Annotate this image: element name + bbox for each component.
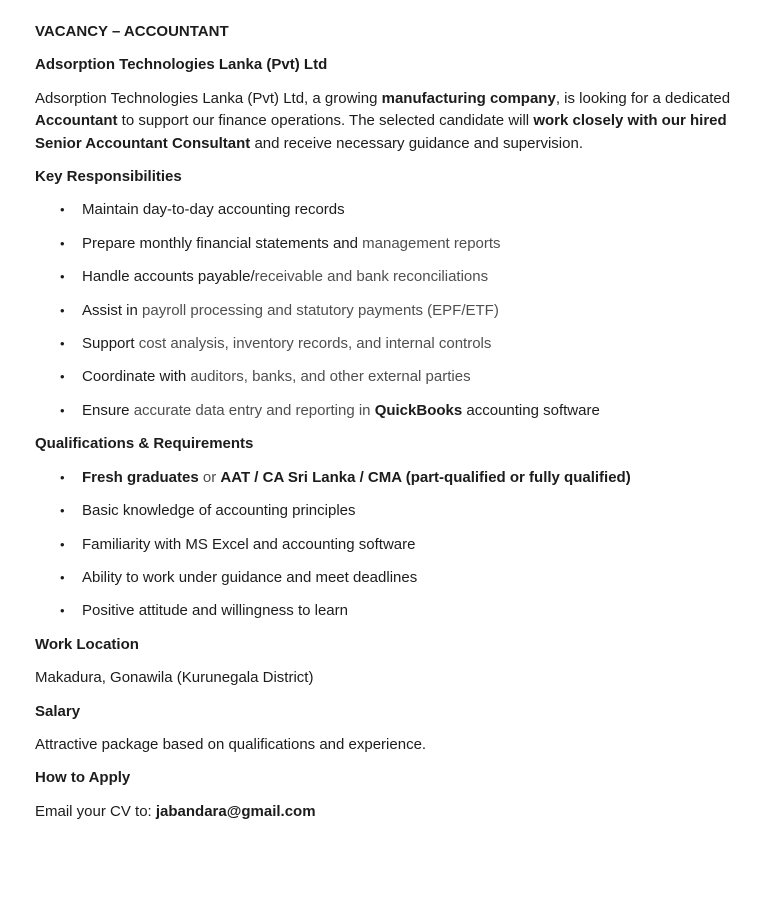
text-run: Work Location	[35, 635, 139, 653]
text-run: Key Responsibilities	[35, 168, 182, 186]
text-run: Fresh graduates	[82, 468, 199, 486]
list-item-text	[82, 199, 736, 221]
list-item	[35, 500, 736, 522]
list-item	[35, 266, 736, 288]
text-run: work closely with our hired Senior Accountant Consultant	[35, 112, 727, 152]
text-run: Adsorption Technologies Lanka (Pvt) Ltd	[35, 56, 328, 74]
text-run: cost analysis, inventory records, and internal controls	[138, 335, 492, 353]
list-item-text	[82, 567, 736, 589]
section-heading	[35, 634, 736, 656]
text-run: manufacturing company	[381, 89, 556, 107]
list-item	[35, 567, 736, 589]
list-item	[35, 600, 736, 622]
list-item-text	[82, 600, 736, 622]
list-item-text	[82, 500, 736, 522]
text-run: accurate data entry and reporting in	[133, 401, 375, 419]
list-item	[35, 233, 736, 255]
text-run: , is looking for a dedicated	[555, 89, 731, 107]
document-body	[35, 21, 736, 823]
bullet-icon: •	[60, 336, 65, 352]
text-run: How to Apply	[35, 769, 131, 787]
section-heading	[35, 767, 736, 789]
bullet-icon: •	[60, 235, 65, 251]
list-item	[35, 467, 736, 489]
list-item-text	[82, 467, 736, 489]
paragraph	[35, 734, 736, 756]
text-run: Handle accounts payable/	[82, 268, 255, 286]
text-run: and receive necessary guidance and supervision.	[250, 134, 583, 152]
list-item-text	[82, 300, 736, 322]
text-run: Basic knowledge of accounting principles	[82, 502, 356, 520]
bullet-icon: •	[60, 469, 65, 485]
text-run: or	[198, 468, 221, 486]
bullet-icon: •	[60, 603, 65, 619]
section-heading	[35, 433, 736, 455]
section-heading	[35, 54, 736, 76]
text-run: Ensure	[82, 401, 134, 419]
text-run: AAT / CA Sri Lanka / CMA (part-qualified or fully qualified)	[220, 468, 631, 486]
text-run: Support	[82, 335, 139, 353]
section-heading	[35, 701, 736, 723]
paragraph	[35, 667, 736, 689]
text-run: Adsorption Technologies Lanka (Pvt) Ltd, a growing	[35, 89, 382, 107]
section-heading	[35, 166, 736, 188]
text-run: auditors, banks, and other external parties	[190, 368, 471, 386]
text-run: VACANCY – ACCOUNTANT	[35, 23, 229, 40]
list-item-text	[82, 366, 736, 388]
bullet-icon: •	[60, 202, 65, 218]
bullet-icon: •	[60, 269, 65, 285]
list-item	[35, 300, 736, 322]
list-item	[35, 534, 736, 556]
text-run: Qualifications & Requirements	[35, 435, 254, 453]
text-run: Attractive package based on qualifications and experience.	[35, 735, 427, 753]
text-run: payroll processing and statutory payments (EPF/ETF)	[142, 301, 499, 319]
text-run: Makadura, Gonawila (Kurunegala District)	[35, 669, 314, 687]
list-item-text	[82, 400, 736, 422]
list-item-text	[82, 233, 736, 255]
text-run: jabandara@gmail.com	[155, 802, 316, 820]
text-run: Prepare monthly financial statements and	[82, 234, 363, 252]
text-run: Ability to work under guidance and meet deadlines	[82, 568, 418, 586]
text-run: Familiarity with MS Excel and accounting software	[82, 535, 416, 553]
paragraph	[35, 88, 736, 155]
text-run: receivable and bank reconciliations	[254, 268, 489, 286]
list-item	[35, 366, 736, 388]
text-run: to support our finance operations. The selected candidate will	[117, 112, 534, 130]
bullet-icon: •	[60, 402, 65, 418]
bullet-icon: •	[60, 569, 65, 585]
list-item-text	[82, 534, 736, 556]
bullet-icon: •	[60, 536, 65, 552]
paragraph	[35, 801, 736, 823]
text-run: Email your CV to:	[35, 802, 156, 820]
bullet-icon: •	[60, 302, 65, 318]
text-run: Assist in	[82, 301, 143, 319]
text-run: Salary	[35, 702, 81, 720]
text-run: Maintain day-to-day accounting records	[82, 201, 345, 219]
text-run: management reports	[362, 234, 501, 252]
text-run: Positive attitude and willingness to learn	[82, 602, 348, 620]
bullet-icon: •	[60, 503, 65, 519]
text-run: Accountant	[35, 112, 118, 130]
section-heading	[35, 21, 736, 43]
list-item	[35, 400, 736, 422]
list-item	[35, 199, 736, 221]
list-item-text	[82, 266, 736, 288]
list-item-text	[82, 333, 736, 355]
text-run: Coordinate with	[82, 368, 191, 386]
text-run: accounting software	[462, 401, 600, 419]
list-item	[35, 333, 736, 355]
text-run: QuickBooks	[374, 401, 463, 419]
bullet-icon: •	[60, 369, 65, 385]
